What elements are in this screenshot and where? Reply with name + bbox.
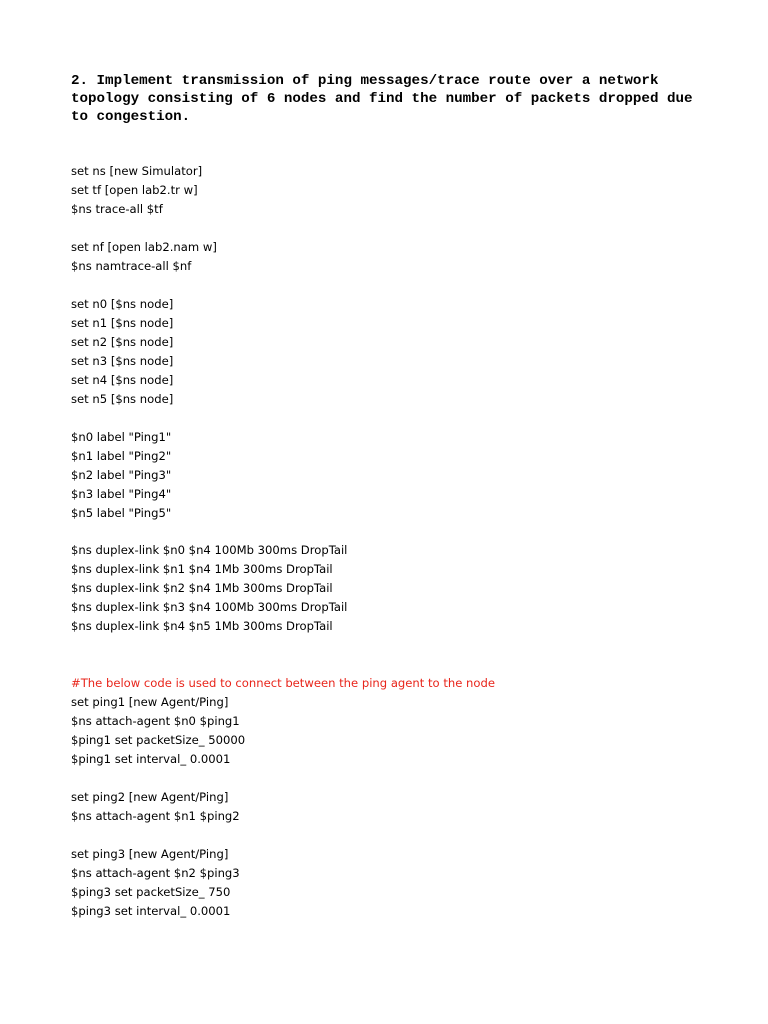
- code-line: set ping1 [new Agent/Ping]: [71, 695, 229, 709]
- code-block-ping1: [71, 674, 731, 769]
- code-line: set nf [open lab2.nam w]: [71, 240, 217, 254]
- code-line: $n5 label "Ping5": [71, 506, 172, 520]
- code-line: $ns duplex-link $n1 $n4 1Mb 300ms DropTail: [71, 562, 333, 576]
- code-line: $ns attach-agent $n1 $ping2: [71, 809, 240, 823]
- code-line: $ns attach-agent $n0 $ping1: [71, 714, 240, 728]
- code-line: set n5 [$ns node]: [71, 392, 174, 406]
- code-block-links: [71, 541, 731, 636]
- code-line: $ns duplex-link $n3 $n4 100Mb 300ms DropTail: [71, 600, 348, 614]
- code-line: $ns duplex-link $n0 $n4 100Mb 300ms DropTail: [71, 543, 348, 557]
- code-line: set ping3 [new Agent/Ping]: [71, 847, 229, 861]
- code-line: set n4 [$ns node]: [71, 373, 174, 387]
- code-line: $ping1 set packetSize_ 50000: [71, 733, 246, 747]
- code-line: $ns duplex-link $n4 $n5 1Mb 300ms DropTail: [71, 619, 333, 633]
- code-line: $n1 label "Ping2": [71, 449, 172, 463]
- code-block-ping3: [71, 845, 731, 921]
- code-block-nam-setup: [71, 238, 731, 276]
- code-line: $ping3 set interval_ 0.0001: [71, 904, 231, 918]
- code-block-trace-setup: [71, 162, 731, 219]
- code-line: $ns attach-agent $n2 $ping3: [71, 866, 240, 880]
- code-line: $n0 label "Ping1": [71, 430, 172, 444]
- code-line: $ns trace-all $tf: [71, 202, 163, 216]
- code-line: $n2 label "Ping3": [71, 468, 172, 482]
- code-line: $ns namtrace-all $nf: [71, 259, 192, 273]
- code-block-nodes: [71, 295, 731, 409]
- code-line: $ping3 set packetSize_ 750: [71, 885, 231, 899]
- code-block-labels: [71, 428, 731, 523]
- code-line: set n1 [$ns node]: [71, 316, 174, 330]
- code-line: $ns duplex-link $n2 $n4 1Mb 300ms DropTail: [71, 581, 333, 595]
- code-line: set n2 [$ns node]: [71, 335, 174, 349]
- question-heading: 2. Implement transmission of ping messages/trace route over a network topology consisting of 6 nodes and find the number of packets dropped due to congestion.: [71, 73, 702, 125]
- code-line: set n3 [$ns node]: [71, 354, 174, 368]
- code-line: set ns [new Simulator]: [71, 164, 203, 178]
- code-line: $n3 label "Ping4": [71, 487, 172, 501]
- code-line: set tf [open lab2.tr w]: [71, 183, 198, 197]
- code-block-ping2: [71, 788, 731, 826]
- code-line: set n0 [$ns node]: [71, 297, 174, 311]
- code-comment: #The below code is used to connect between the ping agent to the node: [71, 676, 495, 690]
- code-line: set ping2 [new Agent/Ping]: [71, 790, 229, 804]
- code-line: $ping1 set interval_ 0.0001: [71, 752, 231, 766]
